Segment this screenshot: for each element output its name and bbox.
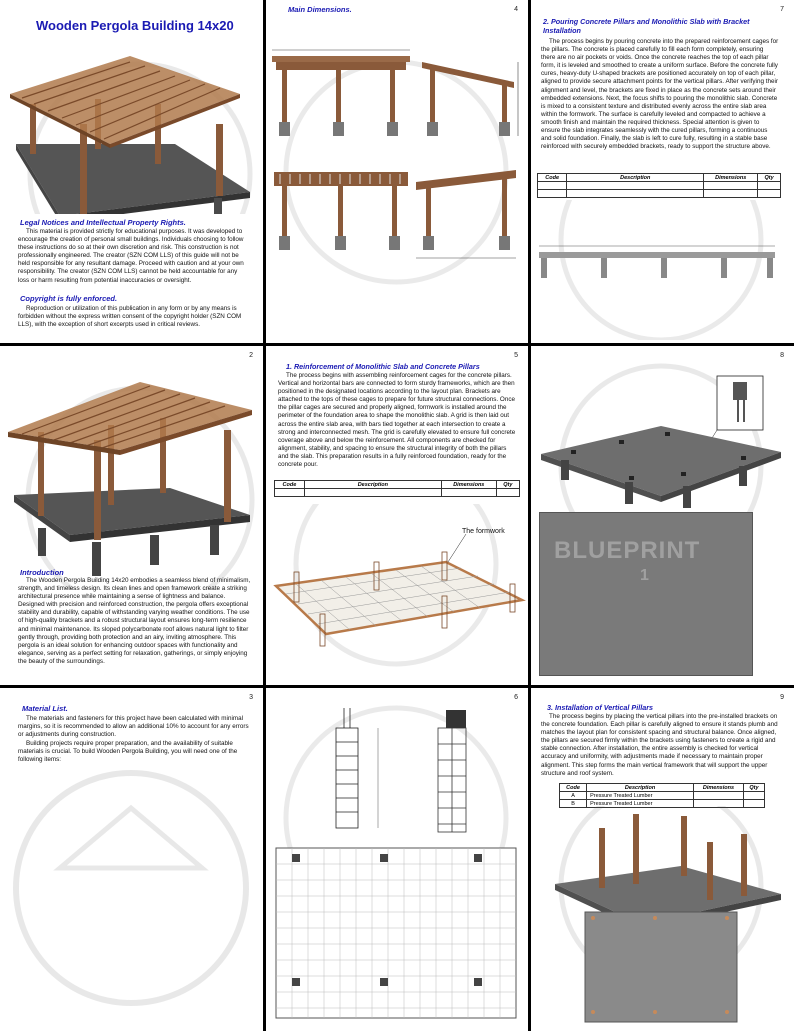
watermark-brand: BLUEPRINT bbox=[554, 537, 701, 564]
intro-text: The Wooden Pergola Building 14x20 embodies a seamless blend of minimalism, strength, and timeless design. Its clean lines and open framework create a striking architectural presence while maintaining a sense of lightness and balance. Designed with precision and reinforced construction, the pergola offers exceptional stability and durability, capable of withstanding varying weather conditions. The use of high-quality brackets and a robust structural layout ensures long-term resilience and minimal maintenance. Its sloped polycarbonate roof allows natural light to filter gently through, providing both protection and an airy, inviting atmosphere. This pergola is an ideal solution for enhancing outdoor spaces with functionality and elegance, serving as a perfect setting for relaxation, gatherings, or simply enjoying the beauty of the surroundings. bbox=[18, 577, 251, 665]
legal-text: This material is provided strictly for educational purposes. It was developed to encourage the creation of personal small buildings. Individuals choosing to follow these instructions do so at their own discretion and risk. This construction is not professionally engineered. The creator (SZN COM LLS) of this guide will not be held responsible for any resultant damage. Proceed with caution and at your own responsibility. The creator (SZN COM LLS) cannot be held accountable for any loss or harm resulting from potential inaccuracies or oversight. bbox=[18, 228, 244, 284]
table-row bbox=[560, 792, 765, 800]
step1-heading: 1. Reinforcement of Monolithic Slab and Concrete Pillars bbox=[286, 362, 480, 371]
copyright-heading: Copyright is fully enforced. bbox=[20, 294, 118, 303]
page-4 bbox=[266, 0, 528, 343]
formwork-label: The formwork bbox=[462, 528, 505, 535]
pillar-installation-render bbox=[531, 806, 794, 1031]
intro-heading: Introduction bbox=[20, 568, 64, 577]
step3-text: The process begins by placing the vertical pillars into the pre-installed brackets on the concrete foundation. Each pillar is carefully aligned to ensure it stands plumb and matches the layout plan for consistent spacing and structural balance. Once aligned, the pillars are secured firmly within the brackets using fasteners to create a rigid and stable connection. After installation, the entire assembly is checked for vertical accuracy and uniformity, with adjustments made if necessary to maintain proper alignment. This step forms the main vertical framework that will support the upper structure and roof system. bbox=[541, 713, 778, 777]
page-number: 9 bbox=[780, 694, 784, 701]
page-number: 3 bbox=[249, 694, 253, 701]
material-text-2: Building projects require proper preparation, and the availability of suitable materials is crucial. To build Wooden Pergola Building, you will need one of the following items: bbox=[18, 740, 238, 764]
page-1 bbox=[0, 0, 263, 343]
slab-section-drawing bbox=[531, 200, 794, 340]
page-7 bbox=[531, 0, 794, 343]
page-number: 7 bbox=[780, 6, 784, 13]
step3-table bbox=[559, 783, 765, 808]
page-2 bbox=[0, 346, 263, 685]
page-5 bbox=[266, 346, 528, 685]
step1-text: The process begins with assembling reinforcement cages for the concrete pillars. Vertical and horizontal bars are connected to form sturdy frameworks, which are then positioned in the designated locations according to the layout plan. Brackets are attached to the tops of these cages to prepare for future structural connections. Once the pillar cages are secured and properly aligned, formwork is installed around the perimeter of the foundation area to shape the monolithic slab. A grid is then laid out across the entire slab area, with bars tied together at each intersection to create a strong and interconnected mesh. The grid is carefully elevated to ensure full concrete coverage above and below the reinforcement. All components are checked for alignment, stability, and spacing to ensure the structural integrity of both the pillars and the slab. This preparation results in a fully reinforced foundation, ready for the concrete pour. bbox=[278, 372, 516, 469]
row-code: A bbox=[560, 792, 587, 800]
page-9 bbox=[531, 688, 794, 1031]
col-code: Code bbox=[560, 784, 587, 792]
col-description: Description bbox=[304, 481, 441, 489]
col-qty: Qty bbox=[758, 174, 781, 182]
step1-table bbox=[274, 480, 520, 497]
page-number: 8 bbox=[780, 352, 784, 359]
watermark-number: 1 bbox=[640, 567, 649, 584]
legal-heading: Legal Notices and Intellectual Property Rights. bbox=[20, 218, 186, 227]
step2-heading: 2. Pouring Concrete Pillars and Monolithic Slab with Bracket Installation bbox=[543, 17, 750, 35]
watermark-logo bbox=[0, 738, 263, 1018]
row-description: Pressure Treated Lumber bbox=[587, 792, 694, 800]
page-8 bbox=[531, 346, 794, 685]
document-title: Wooden Pergola Building 14x20 bbox=[36, 18, 234, 33]
col-dimensions: Dimensions bbox=[704, 174, 758, 182]
slab-plan-view bbox=[539, 512, 753, 676]
material-text-1: The materials and fasteners for this project have been calculated with minimal margins, so it is recommended to allow an additional 10% to account for any errors or adjustments during construction. bbox=[18, 715, 249, 739]
page-number: 5 bbox=[514, 352, 518, 359]
col-dimensions: Dimensions bbox=[694, 784, 744, 792]
page-number: 6 bbox=[514, 694, 518, 701]
page-6 bbox=[266, 688, 528, 1031]
page-number: 4 bbox=[514, 6, 518, 13]
material-heading: Material List. bbox=[22, 704, 68, 713]
row-description: Pressure Treated Lumber bbox=[587, 800, 694, 808]
col-description: Description bbox=[587, 784, 694, 792]
dimensions-heading: Main Dimensions. bbox=[288, 5, 352, 14]
row-code: B bbox=[560, 800, 587, 808]
copyright-text: Reproduction or utilization of this publication in any form or by any means is forbidden without the express written consent of the copyright holder (SZN COM LLS), with the exception of short excerpts used in critical reviews. bbox=[18, 305, 242, 329]
pergola-render-1 bbox=[0, 44, 263, 214]
col-code: Code bbox=[538, 174, 567, 182]
col-description: Description bbox=[567, 174, 704, 182]
page-number: 2 bbox=[249, 352, 253, 359]
rebar-cage-drawings bbox=[266, 688, 528, 1031]
col-dimensions: Dimensions bbox=[441, 481, 496, 489]
step2-text: The process begins by pouring concrete into the prepared reinforcement cages for the pillars. The concrete is placed carefully to fill each form completely, ensuring there are no air pockets or voids. Once the concrete reaches the top of each pillar form, it is leveled and smoothed to create a uniform surface. Before the concrete fully cures, heavy-duty U-shaped brackets are positioned accurately on top of each pillar, aligned to provide secure attachment points for the vertical pillars. After verifying their alignment and level, the brackets are fixed in place as the concrete sets around their embedded extensions. Next, the focus shifts to pouring the monolithic slab. Concrete is mixed to a consistent texture and distributed evenly across the entire slab area within the formwork. The surface is carefully leveled and compacted to achieve a smooth finish and maintain the required thickness. Special attention is given to ensure the slab integrates seamlessly with the cured pillars, forming a continuous and solid foundation. Finally, the slab is left to cure fully, resulting in a stable base reinforced with securely embedded brackets, ready to support the structure above. bbox=[541, 38, 779, 151]
dimension-drawings bbox=[266, 22, 528, 342]
page-3 bbox=[0, 688, 263, 1031]
col-qty: Qty bbox=[496, 481, 519, 489]
step3-heading: 3. Installation of Vertical Pillars bbox=[547, 703, 653, 712]
bracket-slab-render bbox=[531, 356, 794, 526]
step2-table bbox=[537, 173, 781, 198]
pergola-render-2 bbox=[0, 370, 263, 590]
col-code: Code bbox=[275, 481, 305, 489]
col-qty: Qty bbox=[743, 784, 764, 792]
